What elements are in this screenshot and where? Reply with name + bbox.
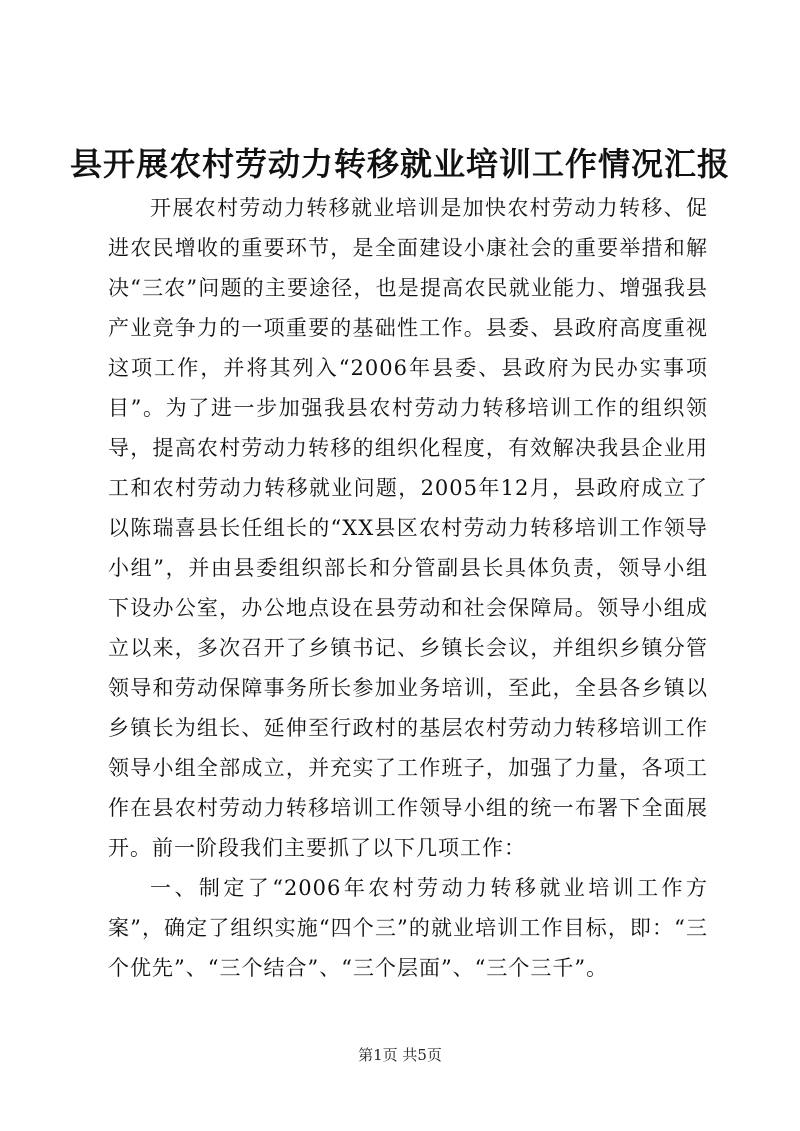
page-footer: 第1页 共5页: [358, 1046, 442, 1064]
body-paragraph-2: 一、制定了“2006年农村劳动力转移就业培训工作方案”，确定了组织实施“四个三”的就业培训工作目标，即：“三个优先”、“三个结合”、“三个层面”、“三个三千”。: [108, 876, 708, 980]
body-paragraph-1: 开展农村劳动力转移就业培训是加快农村劳动力转移、促进农民增收的重要环节，是全面建设小康社会的重要举措和解决“三农”问题的主要途径，也是提高农民就业能力、增强我县产业竞争力的一项重要的基础性工作。县委、县政府高度重视这项工作，并将其列入“2006年县委、县政府为民办实事项目”。为了进一步加强我县农村劳动力转移培训工作的组织领导，提高农村劳动力转移的组织化程度，有效解决我县企业用工和农村劳动力转移就业问题，2005年12月，县政府成立了以陈瑞喜县长任组长的“XX县区农村劳动力转移培训工作领导小组”，并由县委组织部长和分管副县长具体负责，领导小组下设办公室，办公地点设在县劳动和社会保障局。领导小组成立以来，多次召开了乡镇书记、乡镇长会议，并组织乡镇分管领导和劳动保障事务所长参加业务培训，至此，全县各乡镇以乡镇长为组长、延伸至行政村的基层农村劳动力转移培训工作领导小组全部成立，并充实了工作班子，加强了力量，各项工作在县农村劳动力转移培训工作领导小组的统一布署下全面展开。前一阶段我们主要抓了以下几项工作：: [108, 196, 708, 860]
document-title: 县开展农村劳动力转移就业培训工作情况汇报: [69, 145, 730, 183]
